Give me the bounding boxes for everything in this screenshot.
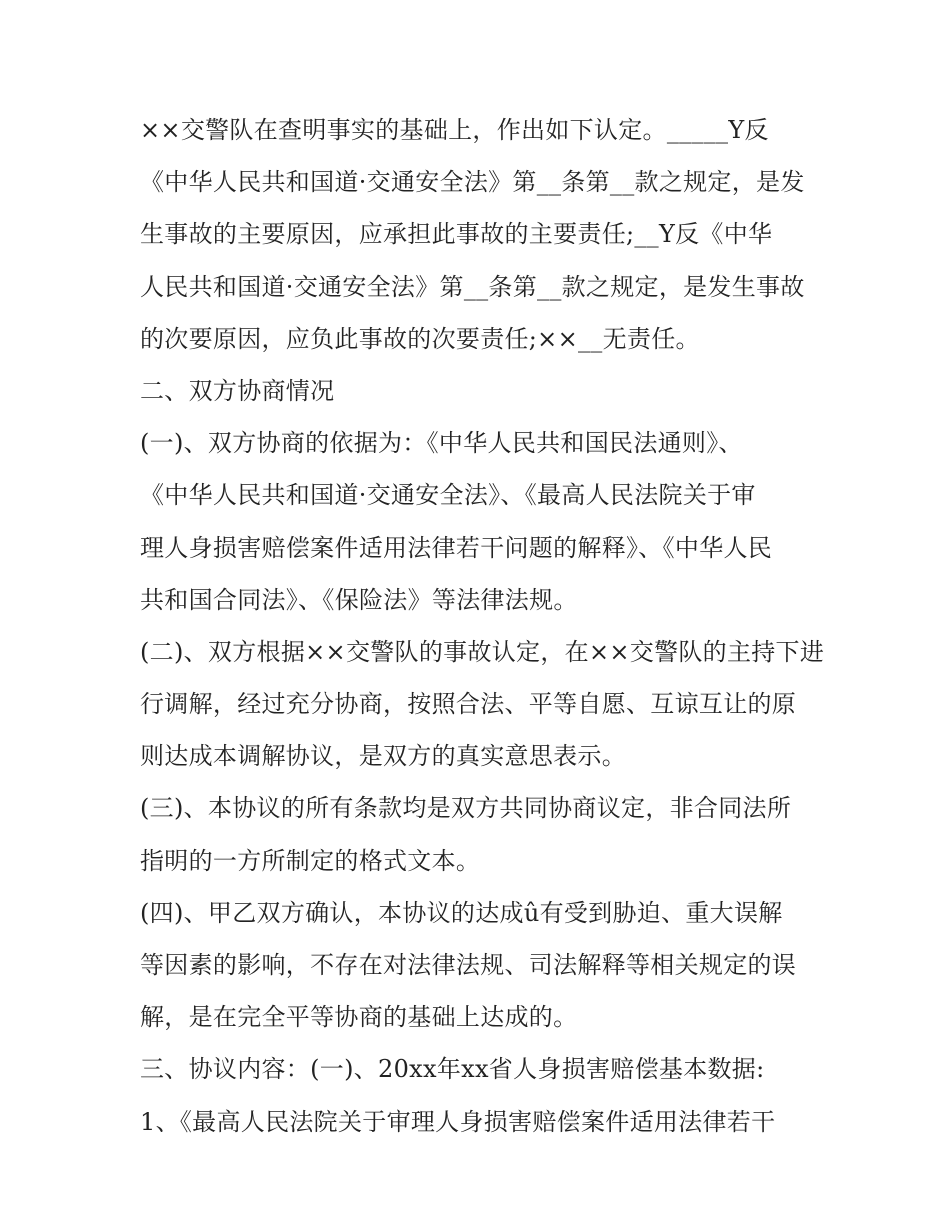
text-line-9: 理人身损害赔偿案件适用法律若干问题的解释》、《中华人民 [140, 533, 773, 562]
text-line-16: (四)、甲乙双方确认，本协议的达成û有受到胁迫、重大误解 [140, 898, 783, 927]
text-line-12: 行调解，经过充分协商，按照合法、平等自愿、互谅互让的原 [140, 690, 797, 719]
text-line-14: (三)、本协议的所有条款均是双方共同协商议定，非合同法所 [140, 794, 792, 823]
text-line-2: 《中华人民共和国道·交通安全法》第__条第__款之规定，是发 [140, 168, 805, 197]
text-line-17: 等因素的影响，不存在对法律法规、司法解释等相关规定的误 [140, 951, 797, 979]
text-line-13: 则达成本调解协议，是双方的真实意思表示。 [140, 742, 626, 771]
text-line-20: 1、《最高人民法院关于审理人身损害赔偿案件适用法律若干 [140, 1107, 776, 1136]
section-heading-3: 三、协议内容：(一)、20xx年xx省人身损害赔偿基本数据: [140, 1055, 765, 1084]
section-heading-2: 二、双方协商情况 [140, 376, 335, 405]
text-line-11: (二)、双方根据××交警队的事故认定，在××交警队的主持下进 [140, 637, 825, 666]
text-line-5: 的次要原因，应负此事故的次要责任;××__无责任。 [140, 324, 700, 353]
text-line-3: 生事故的主要原因，应承担此事故的主要责任;__Y反《中华 [140, 220, 773, 249]
text-line-4: 人民共和国道·交通安全法》第__条第__款之规定，是发生事故 [140, 272, 805, 301]
document-body [140, 104, 825, 1148]
text-line-15: 指明的一方所制定的格式文本。 [140, 846, 481, 875]
text-line-7: (一)、双方协商的依据为：《中华人民共和国民法通则》、 [140, 429, 743, 458]
text-line-8: 《中华人民共和国道·交通安全法》、《最高人民法院关于审 [140, 481, 756, 510]
text-line-18: 解，是在完全平等协商的基础上达成的。 [140, 1003, 578, 1032]
text-line-10: 共和国合同法》、《保险法》等法律法规。 [140, 585, 578, 614]
text-line-1: ××交警队在查明事实的基础上，作出如下认定。_____Y反 [140, 116, 769, 144]
